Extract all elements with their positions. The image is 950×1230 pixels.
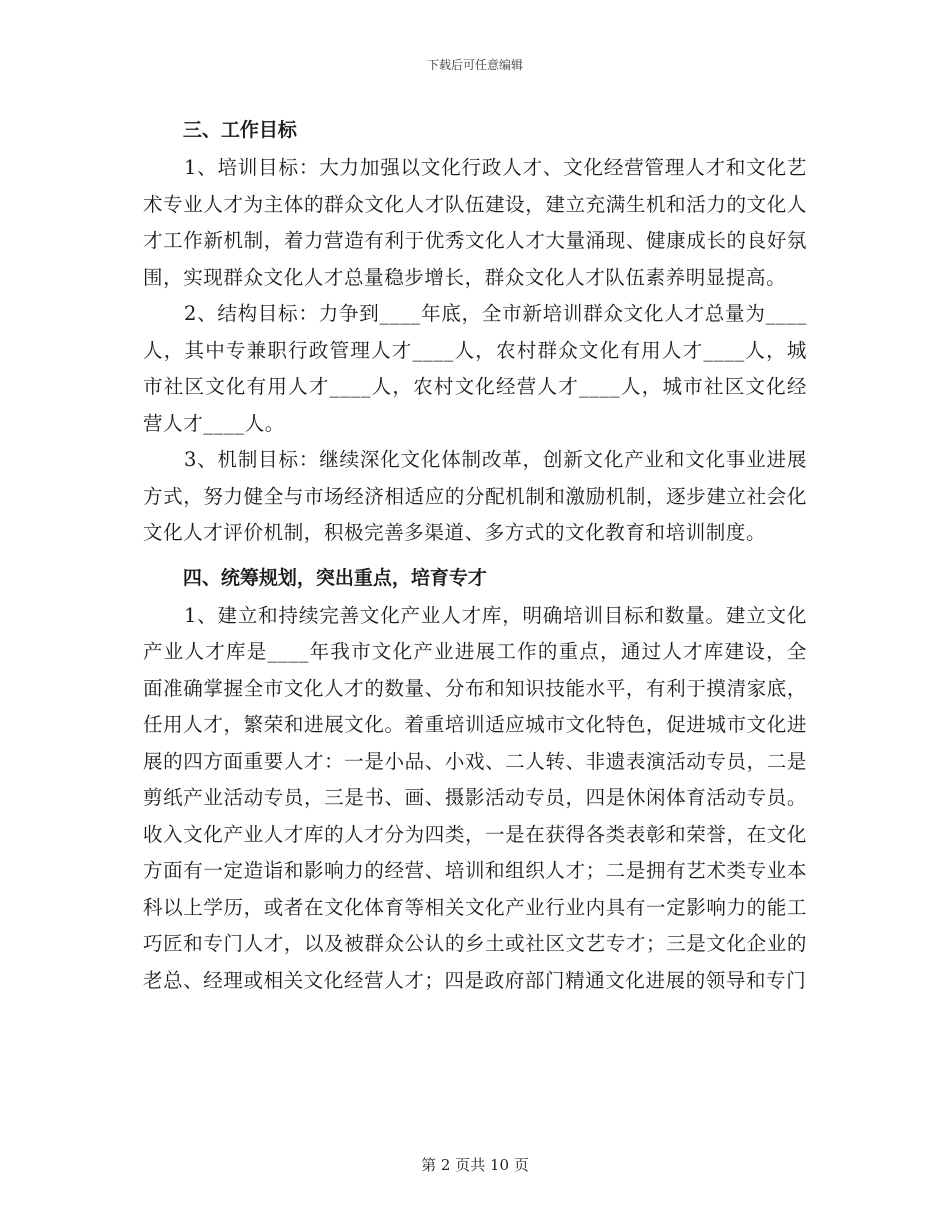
document-body — [143, 104, 807, 999]
page-number-footer: 第 2 页共 10 页 — [421, 1156, 529, 1174]
paragraph-training-goal: 1、培训目标：大力加强以文化行政人才、文化经营管理人才和文化艺术专业人才为主体的群众文化人才队伍建设，建立充满生机和活力的文化人才工作新机制，着力营造有利于优秀文化人才大量涌现、健康成长的良好氛围，实现群众文化人才总量稳步增长，群众文化人才队伍素养明显提高。 — [143, 156, 807, 289]
section-heading-work-goals: 三、工作目标 — [182, 119, 297, 141]
paragraph-mechanism-goal: 3、机制目标：继续深化文化体制改革，创新文化产业和文化事业进展方式，努力健全与市场经济相适应的分配机制和激励机制，逐步建立社会化文化人才评价机制，积极完善多渠道、多方式的文化教育和培训制度。 — [143, 448, 807, 544]
section-heading-planning: 四、统筹规划，突出重点，培育专才 — [182, 566, 487, 589]
paragraph-talent-database: 1、建立和持续完善文化产业人才库，明确培训目标和数量。建立文化产业人才库是____年我市文化产业进展工作的重点，通过人才库建设，全面准确掌握全市文化人才的数量、分布和知识技能水平，有利于摸清家底，任用人才，繁荣和进展文化。着重培训适应城市文化特色，促进城市文化进展的四方面重要人才：一是小品、小戏、二人转、非遗表演活动专员，二是剪纸产业活动专员，三是书、画、摄影活动专员，四是休闲体育活动专员。收入文化产业人才库的人才分为四类，一是在获得各类表彰和荣誉，在文化方面有一定造诣和影响力的经营、培训和组织人才；二是拥有艺术类专业本科以上学历，或者在文化体育等相关文化产业行业内具有一定影响力的能工巧匠和专门人才，以及被群众公认的乡土或社区文艺专才；三是文化企业的老总、经理或相关文化经营人才；四是政府部门精通文化进展的领导和专门 — [143, 603, 807, 992]
paragraph-structure-goal: 2、结构目标：力争到____年底，全市新培训群众文化人才总量为____人，其中专兼职行政管理人才____人，农村群众文化有用人才____人，城市社区文化有用人才____人，农村文化经营人才____人，城市社区文化经营人才____人。 — [143, 302, 807, 435]
page-header-note: 下载后可任意编辑 — [426, 58, 523, 72]
